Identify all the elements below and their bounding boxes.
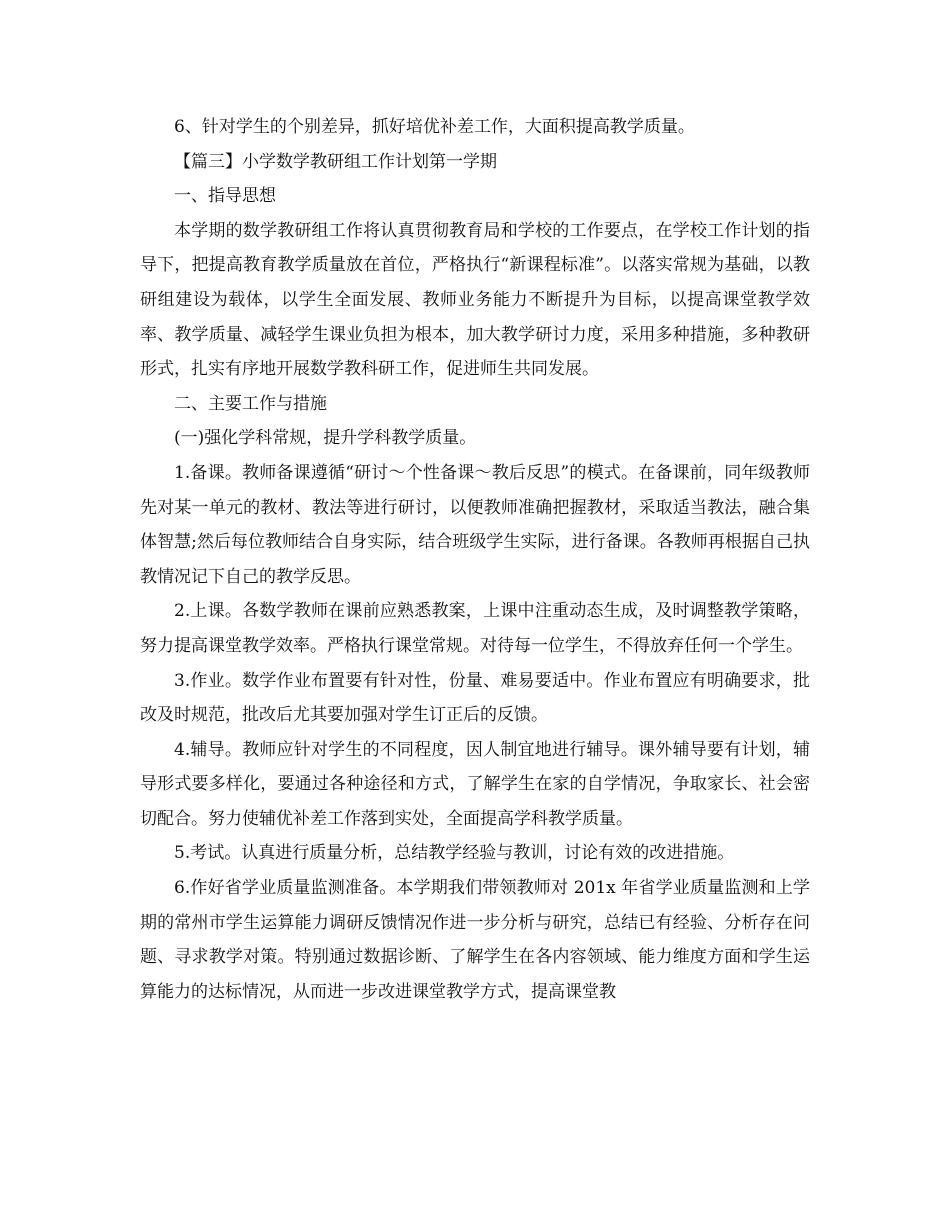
paragraph-monitoring: 6.作好省学业质量监测准备。本学期我们带领教师对 201x 年省学业质量监测和上学期的常州市学生运算能力调研反馈情况作进一步分析与研究，总结已有经验、分析存在问题、寻求教学对策。特别通过数据诊断、了解学生在各内容领域、能力维度方面和学生运算能力的达标情况，从而进一步改进课堂教学方式，提高课堂教 [140, 878, 810, 1002]
heading-guiding-ideology: 一、指导思想 [174, 186, 276, 207]
document-page [140, 110, 810, 1009]
paragraph-lesson-prep: 1.备课。教师备课遵循“研讨～个性备课～教后反思”的模式。在备课前，同年级教师先对某一单元的教材、教法等进行研讨，以便教师准确把握教材，采取适当教法，融合集体智慧;然后每位教师结合自身实际，结合班级学生实际，进行备课。各教师再根据自己执教情况记下自己的教学反思。 [140, 462, 810, 587]
paragraph-class: 2.上课。各数学教师在课前应熟悉教案，上课中注重动态生成，及时调整教学策略，努力提高课堂教学效率。严格执行课堂常规。对待每一位学生，不得放弃任何一个学生。 [140, 601, 810, 656]
subheading-strengthen-routine: (一)强化学科常规，提升学科教学质量。 [174, 428, 477, 449]
section-title-part-three: 【篇三】小学数学教研组工作计划第一学期 [174, 151, 497, 172]
paragraph-item-6: 6、针对学生的个别差异，抓好培优补差工作，大面积提高教学质量。 [174, 117, 695, 137]
paragraph-exam: 5.考试。认真进行质量分析，总结教学经验与教训，讨论有效的改进措施。 [174, 843, 735, 864]
paragraph-homework: 3.作业。数学作业布置要有针对性，份量、难易要适中。作业布置应有明确要求，批改及时规范，批改后尤其要加强对学生订正后的反馈。 [140, 670, 810, 726]
heading-main-work: 二、主要工作与措施 [174, 393, 327, 414]
paragraph-tutoring: 4.辅导。教师应针对学生的不同程度，因人制宜地进行辅导。课外辅导要有计划，辅导形式要多样化，要通过各种途径和方式，了解学生在家的自学情况，争取家长、社会密切配合。努力使辅优补差工作落到实处，全面提高学科教学质量。 [140, 739, 810, 829]
paragraph-guiding-ideology: 本学期的数学教研组工作将认真贯彻教育局和学校的工作要点，在学校工作计划的指导下，把提高教育教学质量放在首位，严格执行“新课程标准”。以落实常规为基础，以教研组建设为载体，以学生全面发展、教师业务能力不断提升为目标，以提高课堂教学效率、教学质量、减轻学生课业负担为根本，加大教学研讨力度，采用多种措施，多种教研形式，扎实有序地开展数学教科研工作，促进师生共同发展。 [140, 220, 810, 380]
